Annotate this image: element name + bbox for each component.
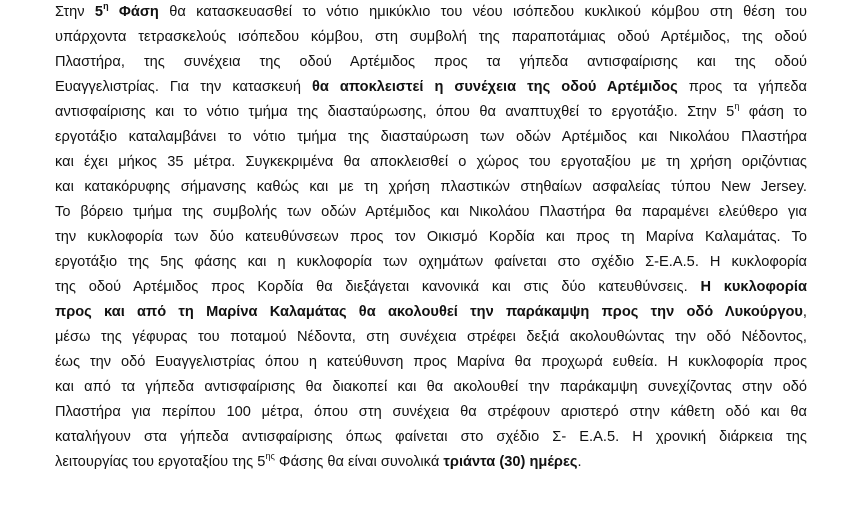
paragraph-line: [55, 375, 807, 400]
line-text: έως την οδό Ευαγγελιστρίας όπου η κατεύθυνση προς Μαρίνα θα προχωρά ευθεία. Η κυκλοφορία προς: [55, 354, 807, 370]
paragraph-line: [55, 0, 807, 25]
line-text: την κυκλοφορία των δύο κατευθύνσεων προς τον Οικισμό Κορδία και προς τη Μαρίνα Καλαμάτας. Το: [55, 229, 807, 245]
line-text: εργοτάξιο της 5ης φάσης και η κυκλοφορία των οχημάτων φαίνεται στο σχέδιο Σ-Ε.Α.5. Η κυκλοφορία: [55, 254, 807, 270]
bold-emphasis: προς και από τη Μαρίνα Καλαμάτας θα ακολουθεί την παράκαμψη προς την οδό Λυκούργου: [55, 304, 803, 320]
paragraph-line: [55, 75, 807, 100]
ordinal-superscript: η: [734, 101, 740, 112]
paragraph-line: [55, 125, 807, 150]
line-text: Ευαγγελιστρίας. Για την κατασκευή: [55, 79, 312, 95]
line-text: και έχει μήκος 35 μέτρα. Συγκεκριμένα θα αποκλεισθεί ο χώρος του εργοταξίου με τη χρήση οριζόντιας: [55, 154, 807, 170]
line-text: της οδού Αρτέμιδος προς Κορδία θα διεξάγεται κανονικά και στις δύο κατευθύνσεις.: [55, 279, 701, 295]
paragraph-line: [55, 350, 807, 375]
phase-number: 5: [94, 4, 104, 20]
line-text: υπάρχοντα τετρασκελούς ισόπεδου κόμβου, στη συμβολή της παραποτάμιας οδού Αρτέμιδος, της οδού: [55, 29, 807, 45]
paragraph-line: [55, 450, 807, 475]
bold-emphasis: Η κυκλοφορία: [700, 279, 807, 295]
paragraph-line: [55, 100, 807, 125]
bold-emphasis: θα αποκλειστεί η συνέχεια της οδού Αρτέμιδος: [311, 79, 678, 95]
line-text: Το βόρειο τμήμα της συμβολής των οδών Αρτέμιδος και Νικολάου Πλαστήρα θα παραμένει ελεύθερο για: [55, 204, 807, 220]
line-text: καταλήγουν στα γήπεδα αντισφαίρισης όπως φαίνεται στο σχέδιο Σ- Ε.Α.5. Η χρονική διάρκεια της: [55, 429, 807, 445]
line-text: φάση το: [739, 104, 808, 120]
paragraph-line: [55, 250, 807, 275]
line-text: και κατακόρυφης σήμανσης καθώς και με τη χρήση πλαστικών στηθαίων ασφαλείας τύπου New Jersey.: [55, 179, 807, 195]
phase-word: Φάση: [108, 4, 159, 20]
paragraph-line: [55, 300, 807, 325]
line-text: Φάσης θα είναι συνολικά: [274, 454, 444, 470]
line-text: λειτουργίας του εργοταξίου της 5: [55, 454, 266, 470]
line-text: Στην: [55, 4, 95, 20]
paragraph-line: [55, 325, 807, 350]
line-text: προς τα γήπεδα: [677, 79, 808, 95]
paragraph-line: [55, 400, 807, 425]
paragraph-line: [55, 200, 807, 225]
line-text: εργοτάξιο καταλαμβάνει το νότιο τμήμα της διασταύρωση των οδών Αρτέμιδος και Νικολάου Πλαστήρα: [55, 129, 807, 145]
line-text: θα κατασκευασθεί το νότιο ημικύκλιο του νέου ισόπεδου κυκλικού κόμβου στη θέση του: [158, 4, 808, 20]
paragraph-line: [55, 275, 807, 300]
paragraph-line: [55, 225, 807, 250]
paragraph-line: [55, 175, 807, 200]
paragraph-line: [55, 50, 807, 75]
paragraph-line: [55, 25, 807, 50]
ordinal-superscript: ης: [265, 451, 275, 462]
ordinal-superscript: η: [103, 1, 109, 12]
duration-emphasis: τριάντα (30) ημέρες: [443, 454, 578, 470]
document-body: [55, 0, 807, 475]
line-text: Πλαστήρα, της συνέχεια της οδού Αρτέμιδος προς τα γήπεδα αντισφαίρισης και της οδού: [55, 54, 807, 70]
line-text: ,: [802, 304, 807, 320]
line-text: .: [577, 454, 582, 470]
paragraph-line: [55, 150, 807, 175]
line-text: Πλαστήρα για περίπου 100 μέτρα, όπου στη συνέχεια θα στρέφουν αριστερό στην κάθετη οδό και θα: [55, 404, 807, 420]
line-text: μέσω της γέφυρας του ποταμού Νέδοντα, στη συνέχεια στρέφει δεξιά ακολουθώντας την οδό Νέδοντος,: [55, 329, 807, 345]
line-text: και από τα γήπεδα αντισφαίρισης θα διακοπεί και θα ακολουθεί την παράκαμψη συνεχίζοντας στην οδό: [55, 379, 807, 395]
phase-heading: [94, 1, 159, 20]
paragraph-line: [55, 425, 807, 450]
line-text: αντισφαίρισης και το νότιο τμήμα της διασταύρωσης, όπου θα αναπτυχθεί το εργοτάξιο. Στην 5: [55, 104, 735, 120]
